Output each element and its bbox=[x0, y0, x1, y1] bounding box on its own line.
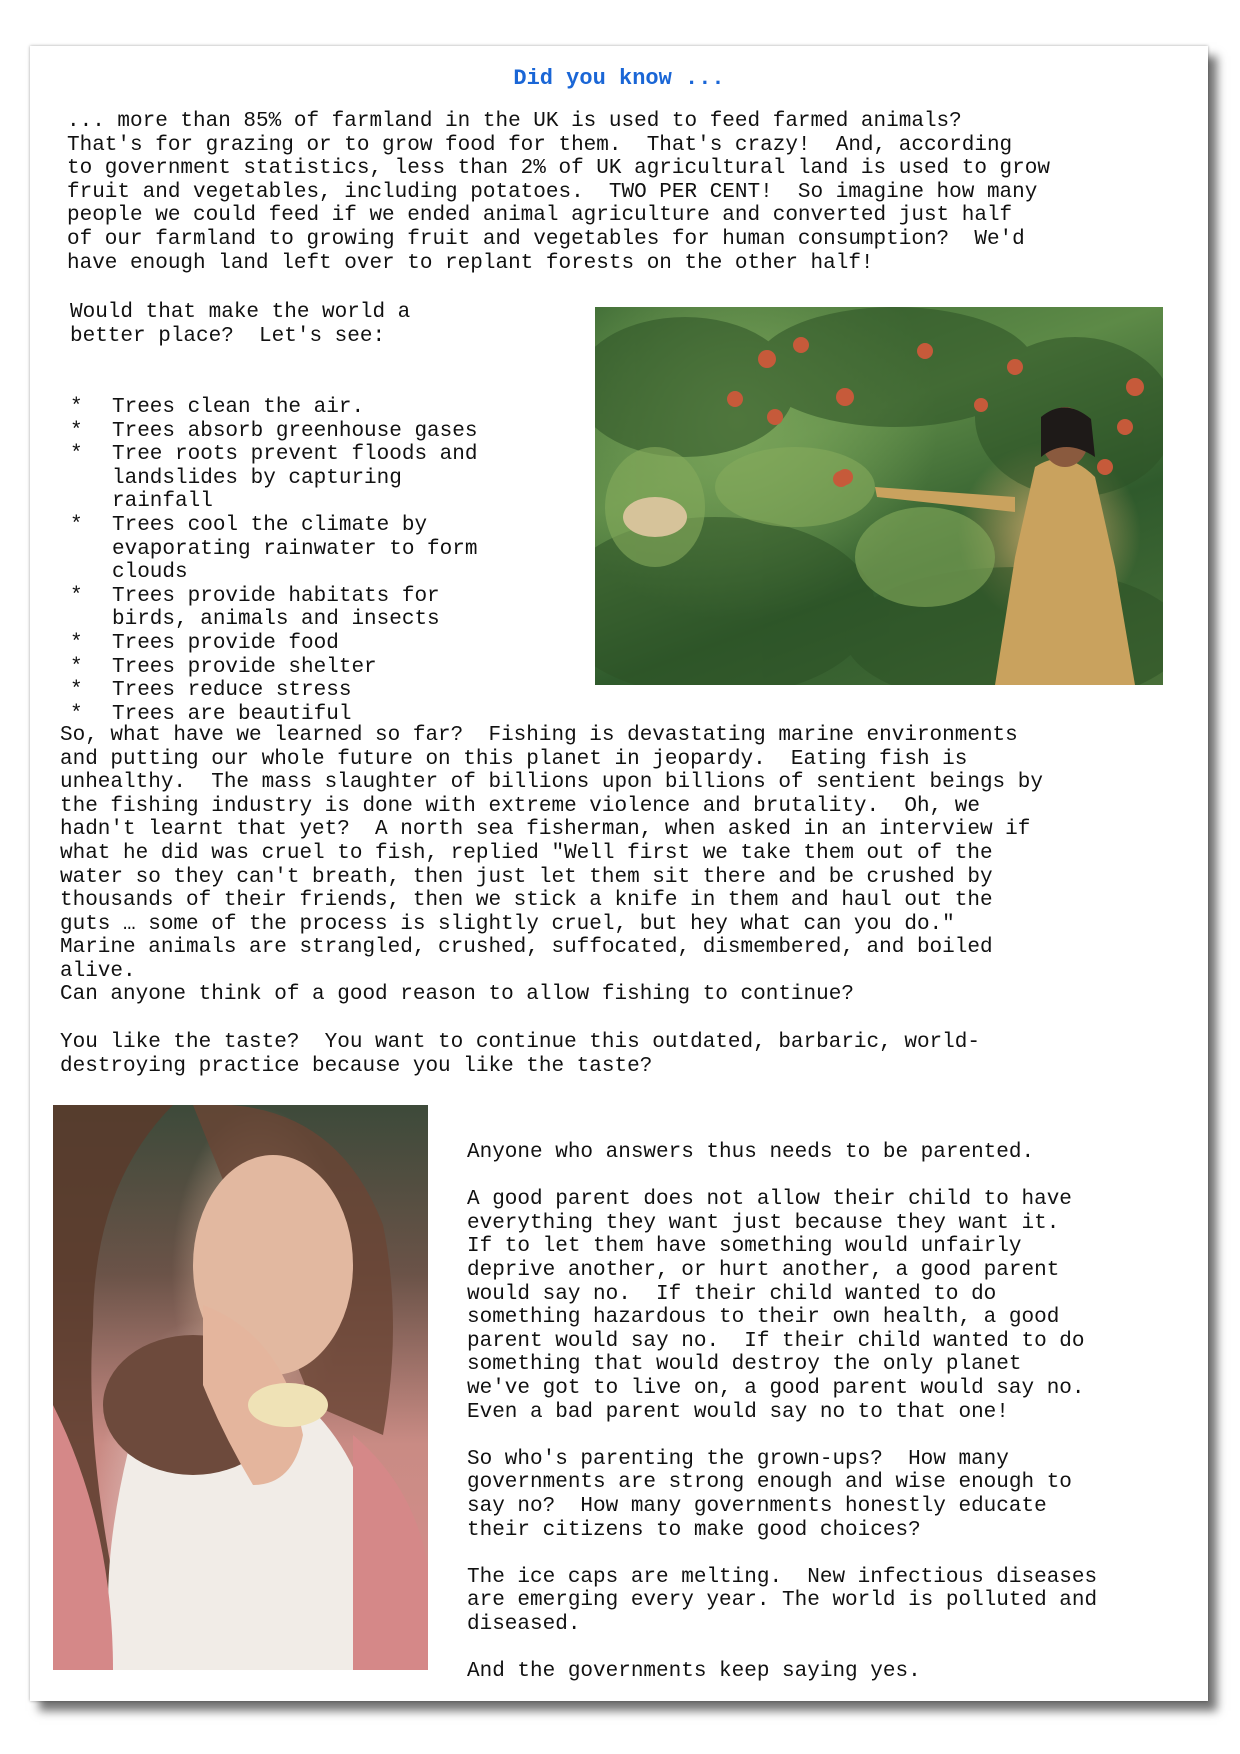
bullet-marker: * bbox=[70, 513, 83, 537]
taste-paragraph: You like the taste? You want to continue this outdated, barbaric, world- destroying practice because you like the taste? bbox=[60, 1031, 980, 1078]
bullet-marker: * bbox=[70, 702, 83, 726]
list-item bbox=[70, 585, 540, 632]
list-item-text: Trees provide habitats for birds, animals and insects bbox=[112, 584, 440, 632]
bullet-marker: * bbox=[70, 396, 83, 419]
list-item bbox=[70, 679, 540, 703]
mother-baby-photo bbox=[53, 1105, 428, 1670]
list-item bbox=[70, 703, 540, 727]
governments-paragraph: And the governments keep saying yes. bbox=[467, 1660, 921, 1684]
orchard-photo bbox=[595, 307, 1163, 685]
so-far-paragraph: So, what have we learned so far? Fishing is devastating marine environments and putting our whole future on this planet in jeopardy. Eating fish is unhealthy. The mass slaughter of billions upon billions of sentient beings by the fishing industry is done with extreme violence and brutality. Oh, we hadn't learnt that yet? A north sea fisherman, when asked in an interview if what he did was cruel to fish, replied "Well first we take them out of the water so they can't breath, then just let them sit there and be crushed by thousands of their friends, then we stick a knife in them and haul out the guts … some of the process is slightly cruel, but hey what can you do." Marine animals are strangled, crushed, suffocated, dismembered, and boiled alive. bbox=[60, 724, 1043, 983]
document-page bbox=[30, 46, 1208, 1701]
grown-ups-paragraph: So who's parenting the grown-ups? How many governments are strong enough and wise enough to say no? How many governments honestly educate their citizens to make good choices? bbox=[467, 1447, 1072, 1542]
list-item-text: Trees clean the air. bbox=[112, 396, 365, 419]
list-item bbox=[70, 420, 540, 444]
list-item bbox=[70, 632, 540, 656]
list-item bbox=[70, 396, 540, 420]
list-item-text: Trees provide food bbox=[112, 631, 339, 655]
tree-benefits-list bbox=[70, 396, 540, 726]
list-item bbox=[70, 656, 540, 680]
page-title: Did you know ... bbox=[513, 66, 725, 91]
parented-paragraph: Anyone who answers thus needs to be parented. bbox=[467, 1141, 1035, 1164]
mother-baby-illustration bbox=[53, 1105, 428, 1670]
list-item-text: Trees provide shelter bbox=[112, 655, 377, 679]
right-column-text bbox=[467, 1141, 1187, 1707]
list-item-text: Tree roots prevent floods and landslides by capturing rainfall bbox=[112, 443, 478, 514]
list-item bbox=[70, 443, 540, 514]
bullet-marker: * bbox=[70, 443, 83, 467]
list-item-text: Trees cool the climate by evaporating rainwater to form clouds bbox=[112, 513, 478, 585]
list-item-text: Trees reduce stress bbox=[112, 679, 352, 703]
intro-paragraph: ... more than 85% of farmland in the UK is used to feed farmed animals? That's for grazing or to grow food for them. That's crazy! And, according to government statistics, less than 2% of UK agricultural land is used to grow fruit and vegetables, including potatoes. TWO PER CENT! So imagine how many people we could feed if we ended animal agriculture and converted just half of our farmland to growing fruit and vegetables for human consumption? We'd have enough land left over to replant forests on the other half! bbox=[67, 110, 1050, 275]
bullet-marker: * bbox=[70, 584, 83, 608]
list-item-text: Trees absorb greenhouse gases bbox=[112, 419, 478, 443]
bullet-marker: * bbox=[70, 679, 83, 703]
list-item bbox=[70, 514, 540, 585]
good-parent-paragraph: A good parent does not allow their child to have everything they want just because they want it. If to let them have something would unfairly deprive another, or hurt another, a good parent would say no. If their child wanted to do something hazardous to their own health, a good parent would say no. If their child wanted to do something that would destroy the only planet we've got to live on, a good parent would say no. Even a bad parent would say no to that one! bbox=[467, 1188, 1085, 1424]
bullet-marker: * bbox=[70, 419, 83, 443]
bullet-marker: * bbox=[70, 631, 83, 655]
orchard-illustration bbox=[595, 307, 1163, 685]
bullet-marker: * bbox=[70, 655, 83, 679]
question-paragraph: Can anyone think of a good reason to allow fishing to continue? bbox=[60, 983, 854, 1006]
list-item-text: Trees are beautiful bbox=[112, 702, 352, 726]
ice-caps-paragraph: The ice caps are melting. New infectious diseases are emerging every year. The world is polluted and diseased. bbox=[467, 1565, 1098, 1636]
would-paragraph: Would that make the world a better place? Let's see: bbox=[70, 301, 411, 348]
